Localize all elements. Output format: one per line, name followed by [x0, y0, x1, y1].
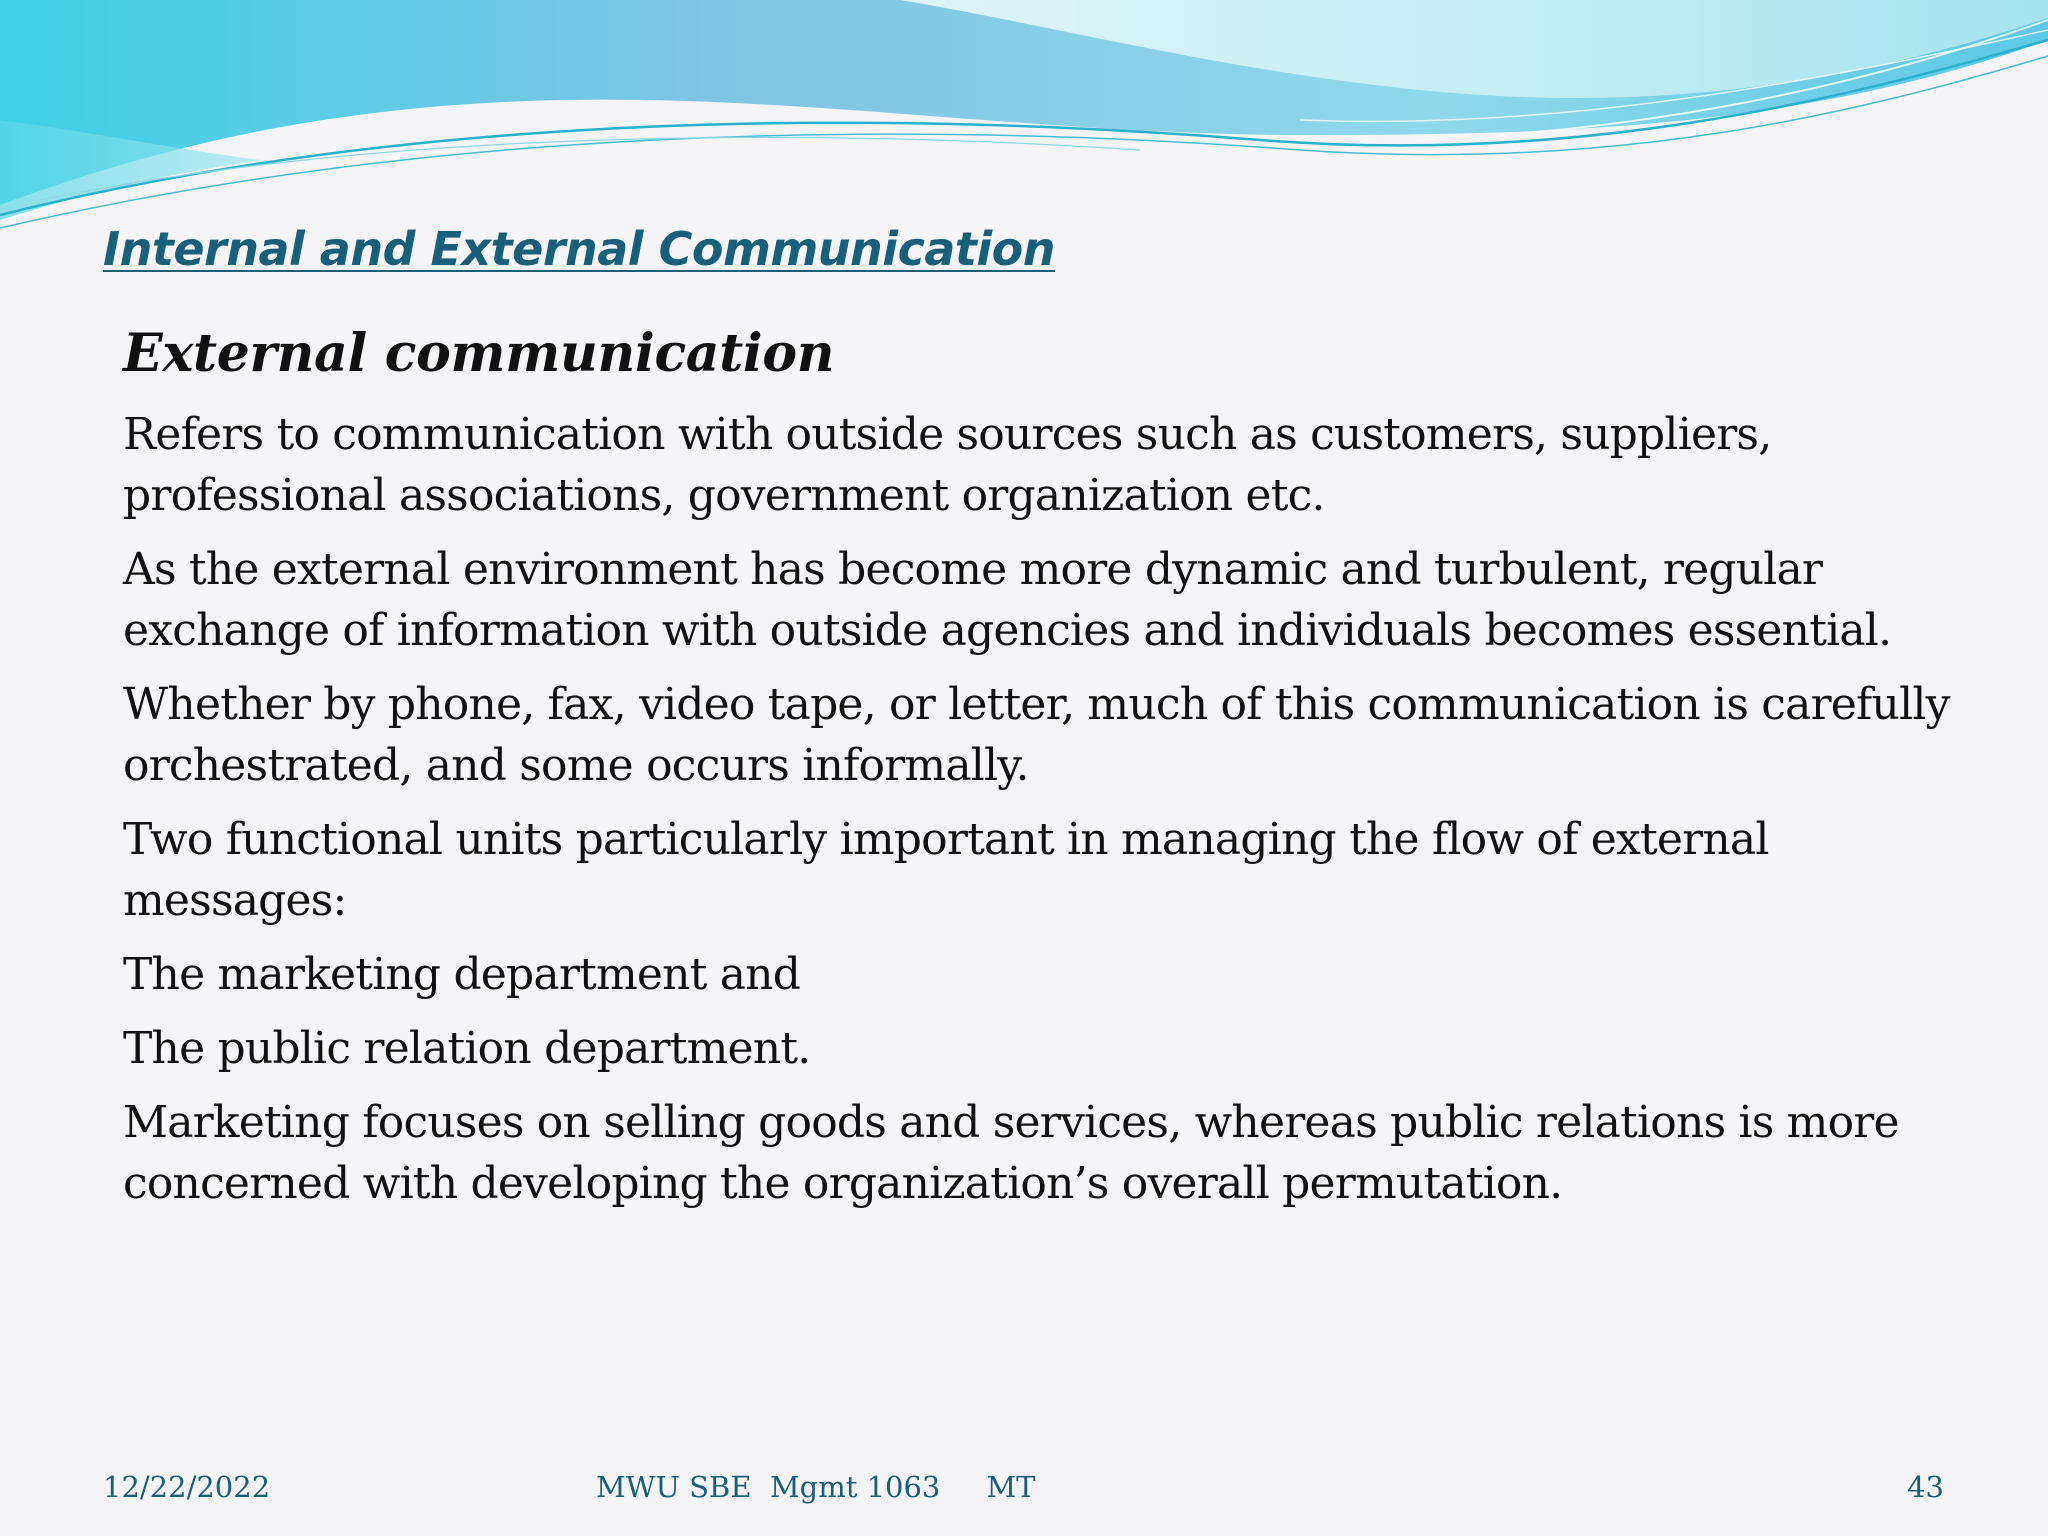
paragraph-channels: Whether by phone, fax, video tape, or letter, much of this communication is carefully orchestrated, and some occurs informally.: [123, 679, 1950, 791]
footer-course-text: MWU SBE Mgmt 1063 MT: [596, 1470, 1036, 1504]
paragraph-definition: Refers to communication with outside sources such as customers, suppliers, professional associations, government organization etc.: [123, 409, 1772, 521]
slide-title: Internal and External Communication: [103, 222, 1055, 276]
paragraph-marketing-department: The marketing department and: [123, 949, 801, 1000]
header-wave-decoration: [0, 0, 2048, 240]
footer-course: [596, 1470, 1036, 1504]
paragraph-public-relation-department: The public relation department.: [123, 1023, 811, 1074]
paragraph-functional-units: Two functional units particularly important in managing the flow of external messages:: [123, 814, 1769, 926]
paragraph-marketing-vs-pr: Marketing focuses on selling goods and services, whereas public relations is more concerned with developing the organization’s overall permutation.: [123, 1097, 1899, 1209]
slide-content: [123, 318, 1973, 1227]
footer-date: 12/22/2022: [103, 1470, 271, 1504]
footer-page-number: 43: [1907, 1470, 1944, 1504]
paragraph-environment: As the external environment has become more dynamic and turbulent, regular exchange of information with outside agencies and individuals becomes essential.: [123, 544, 1892, 656]
slide-subtitle: External communication: [123, 323, 835, 384]
